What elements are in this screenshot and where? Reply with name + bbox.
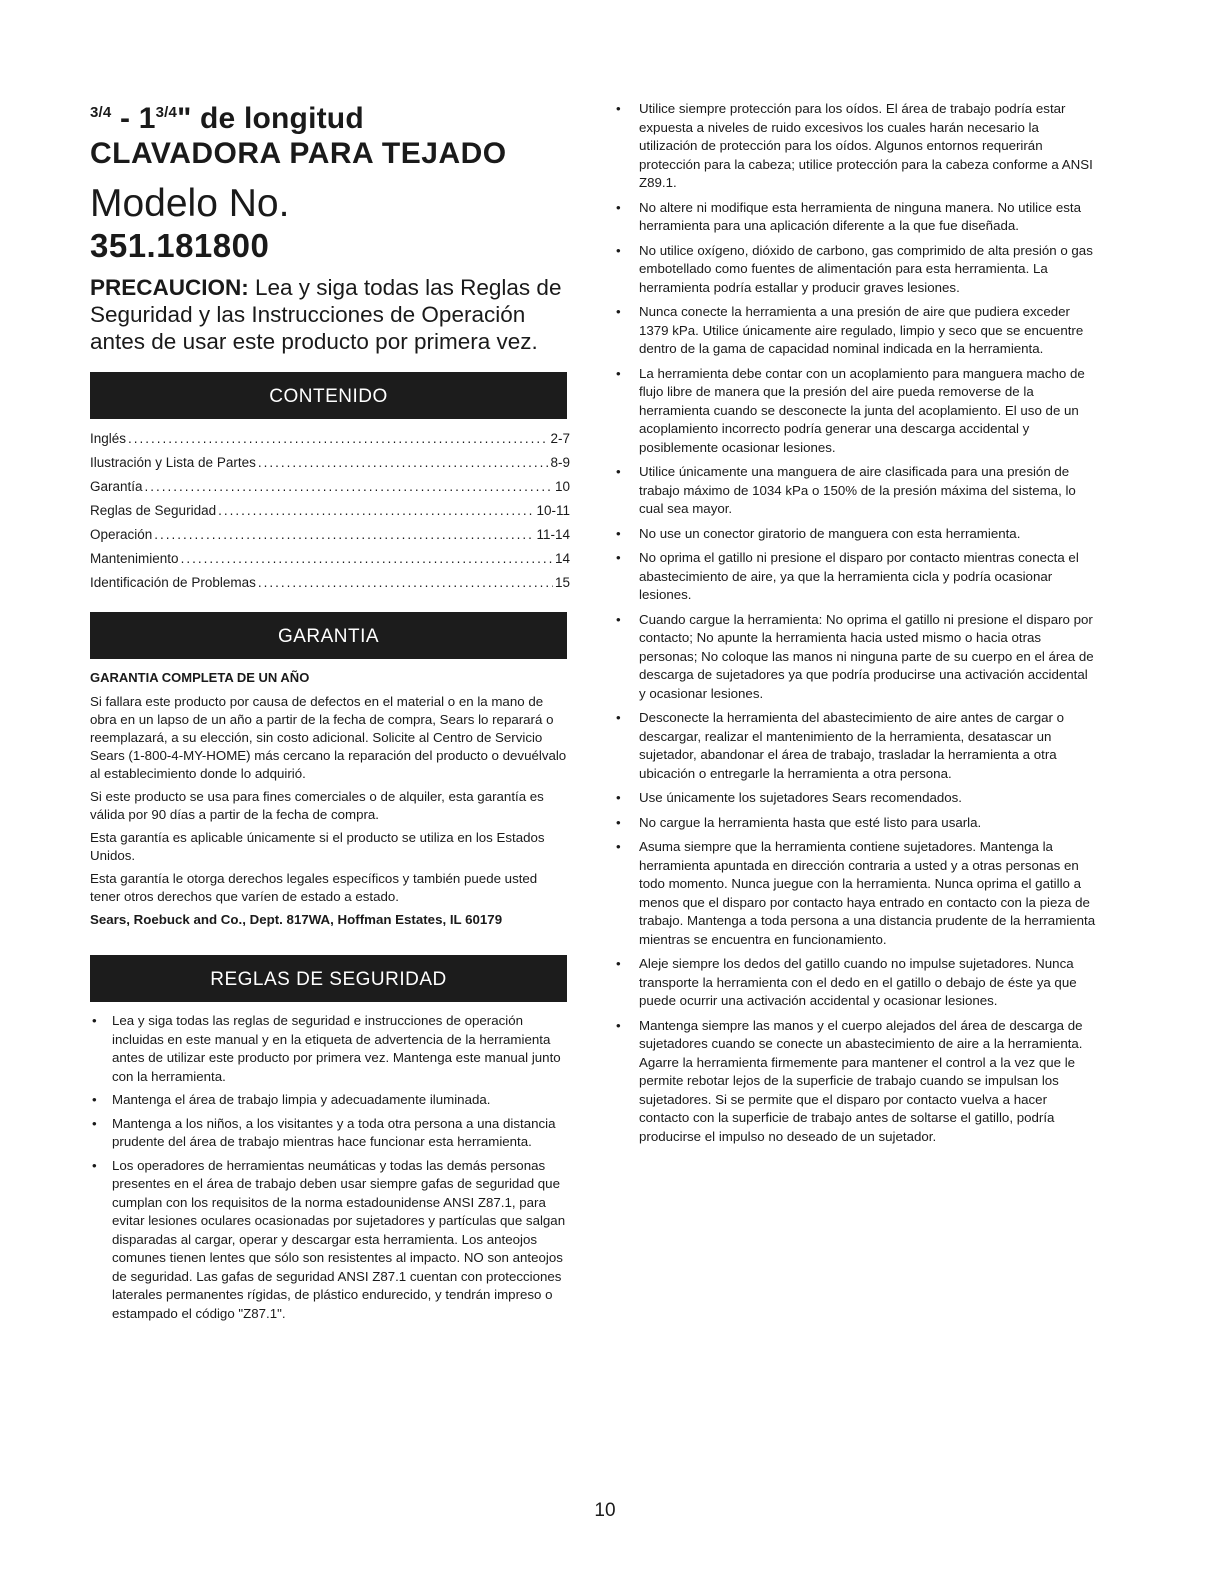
list-item: • Los operadores de herramientas neumáticas y todas las demás personas presentes en el área de trabajo deben usar siempre gafas de seguridad que cumplan con los requisitos de la norma estadounidense ANSI Z87.1, para evitar lesiones oculares ocasionadas por sujetadores y partículas que salgan disparadas al cargar, operar y descargar esta herramienta. Los anteojos comunes tienen lentes que sólo son resistentes al impacto. NO son anteojos de seguridad. Las gafas de seguridad ANSI Z87.1 cuentan con protecciones laterales permanentes rígidas, de plástico endurecido, y tendrán impreso o estampado el código "Z87.1".: [90, 1157, 570, 1324]
list-item: • Utilice siempre protección para los oídos. El área de trabajo podría estar expuesta a niveles de ruido excesivos los cuales harán necesario la utilización de protección para los oídos. Algunos entornos requerirán protección para la cabeza; utilice protección para la cabeza conforme a ANSI Z89.1.: [614, 100, 1096, 193]
warranty-paragraph: Esta garantía es aplicable únicamente si el producto se utiliza en los Estados Unidos.: [90, 830, 545, 863]
caution-notice: [90, 274, 570, 355]
list-item: • Mantenga el área de trabajo limpia y adecuadamente iluminada.: [90, 1091, 570, 1110]
caution-text: Lea y siga todas las Reglas de Seguridad y las Instrucciones de Operación antes de usar este producto por primera vez.: [90, 275, 562, 354]
left-column: [90, 96, 570, 1328]
model-label: Modelo No.: [90, 182, 290, 225]
warranty-paragraph: Esta garantía le otorga derechos legales específicos y también puede usted tener otros derechos que varíen de estado a estado.: [90, 871, 538, 904]
list-item: • No utilice oxígeno, dióxido de carbono, gas comprimido de alta presión o gas embotellado como fuentes de alimentación para esta herramienta. La herramienta podría estallar y producir graves lesiones.: [614, 242, 1096, 298]
toc-row[interactable]: Operación ..... 11-14: [90, 523, 570, 547]
warranty-address: Sears, Roebuck and Co., Dept. 817WA, Hoffman Estates, IL 60179: [90, 912, 503, 927]
list-item: • No use un conector giratorio de manguera con esta herramienta.: [614, 525, 1096, 544]
list-item: • La herramienta debe contar con un acoplamiento para manguera macho de flujo libre de manera que la presión del aire pueda removerse de la herramienta cuando se desconecte la junta del acoplamiento. El uso de un acoplamiento incorrecto podría generar una descarga accidental y posiblemente ocasionar lesiones.: [614, 365, 1096, 458]
warranty-paragraph: Si fallara este producto por causa de defectos en el material o en la mano de obra en un lapso de un año a partir de la fecha de compra, Sears lo reparará o reemplazará, a su elección, sin costo adicional. Solicite al Centro de Servicio Sears (1-800-4-MY-HOME) más cercano la reparación del producto o devuélvalo al establecimiento donde lo adquirió.: [90, 694, 567, 781]
list-item: • No altere ni modifique esta herramienta de ninguna manera. No utilice esta herramienta para una aplicación diferente a la que fue diseñada.: [614, 199, 1096, 236]
list-item: • Cuando cargue la herramienta: No oprima el gatillo ni presione el disparo por contacto; No apunte la herramienta hacia usted mismo o hacia otras personas; No coloque las manos ni ninguna parte de su cuerpo en el área de descarga de sujetadores ya que podría producirse una activación accidental y ocasionar lesiones.: [614, 611, 1096, 704]
contenido-heading: CONTENIDO: [90, 372, 567, 419]
page-number: 10: [594, 1500, 616, 1521]
toc-row[interactable]: Garantía ..... 10: [90, 475, 570, 499]
list-item: • Mantenga a los niños, a los visitantes y a toda otra persona a una distancia prudente del área de trabajo mientras hace funcionar esta herramienta.: [90, 1115, 570, 1152]
product-length-title: $^{3/4} - 1^{3/4}$" de longitud: [90, 102, 364, 135]
warranty-paragraph: Si este producto se usa para fines comerciales o de alquiler, esta garantía es válida por 90 días a partir de la fecha de compra.: [90, 789, 544, 822]
list-item: • Use únicamente los sujetadores Sears recomendados.: [614, 789, 1096, 808]
list-item: • Aleje siempre los dedos del gatillo cuando no impulse sujetadores. Nunca transporte la herramienta con el dedo en el gatillo o debajo de éste ya que puede ocurrir una activación accidental y ocasionar lesiones.: [614, 955, 1096, 1011]
toc-row[interactable]: Ilustración y Lista de Partes ..... 8-9: [90, 451, 570, 475]
table-of-contents: [90, 427, 570, 595]
product-title: CLAVADORA PARA TEJADO: [90, 137, 507, 170]
safety-rules-list-left: [90, 1012, 570, 1323]
list-item: • Desconecte la herramienta del abastecimiento de aire antes de cargar o descargar, realizar el mantenimiento de la herramienta, desatascar un sujetador, abandonar el área de trabajo, trasladar la herramienta a otra ubicación o entregarle la herramienta a otra persona.: [614, 709, 1096, 783]
fraction-numerator-2: 3/4: [155, 104, 178, 121]
toc-row[interactable]: Inglés ..... 2-7: [90, 427, 570, 451]
safety-rules-list-right: [614, 100, 1096, 1146]
list-item: • Nunca conecte la herramienta a una presión de aire que pudiera exceder 1379 kPa. Utilice únicamente aire regulado, limpio y seco que se encuentre dentro de la gama de capacidad nominal indicada en la herramienta.: [614, 303, 1096, 359]
reglas-heading: REGLAS DE SEGURIDAD: [90, 955, 567, 1002]
fraction-numerator: 3/4: [90, 104, 112, 121]
list-item: • No oprima el gatillo ni presione el disparo por contacto mientras conecta el abastecimiento de aire, ya que la herramienta cicla y podría ocasionar lesiones.: [614, 549, 1096, 605]
list-item: • Utilice únicamente una manguera de aire clasificada para una presión de trabajo máximo de 1034 kPa o 150% de la presión máxima del sistema, lo cual sea mayor.: [614, 463, 1096, 519]
model-number: 351.181800: [90, 227, 270, 264]
garantia-heading: GARANTIA: [90, 612, 567, 659]
toc-row[interactable]: Reglas de Seguridad ..... 10-11: [90, 499, 570, 523]
warranty-section: [90, 669, 570, 929]
list-item: • Asuma siempre que la herramienta contiene sujetadores. Mantenga la herramienta apuntada en dirección contraria a usted y a otras personas en todo momento. Nunca juegue con la herramienta. Nunca oprima el gatillo a menos que el disparo por contacto haya entrado en contacto con la pieza de trabajo. Mantenga a toda persona a una distancia prudente de la herramienta mientras se encuentra en funcionamiento.: [614, 838, 1096, 949]
toc-row[interactable]: Mantenimiento ..... 14: [90, 547, 570, 571]
warranty-subheading: GARANTIA COMPLETA DE UN AÑO: [90, 670, 310, 685]
caution-label: PRECAUCION:: [90, 275, 249, 300]
list-item: • Lea y siga todas las reglas de seguridad e instrucciones de operación incluidas en este manual y en la etiqueta de advertencia de la herramienta antes de utilizar este producto por primera vez. Mantenga este manual junto con la herramienta.: [90, 1012, 570, 1086]
right-column: [614, 100, 1096, 1152]
list-item: • No cargue la herramienta hasta que esté listo para usarla.: [614, 814, 1096, 833]
toc-row[interactable]: Identificación de Problemas ..... 15: [90, 571, 570, 595]
list-item: • Mantenga siempre las manos y el cuerpo alejados del área de descarga de sujetadores cuando se conecte un abastecimiento de aire a la herramienta. Agarre la herramienta firmemente para mantener el control a la vez que le permite rebotar lejos de la superficie de trabajo cuando se impulsan los sujetadores. Si se permite que el disparo por contacto vuelva a hacer contacto con la superficie de trabajo antes de soltarse el gatillo, podría producirse el impulso no deseado de un sujetador.: [614, 1017, 1096, 1147]
